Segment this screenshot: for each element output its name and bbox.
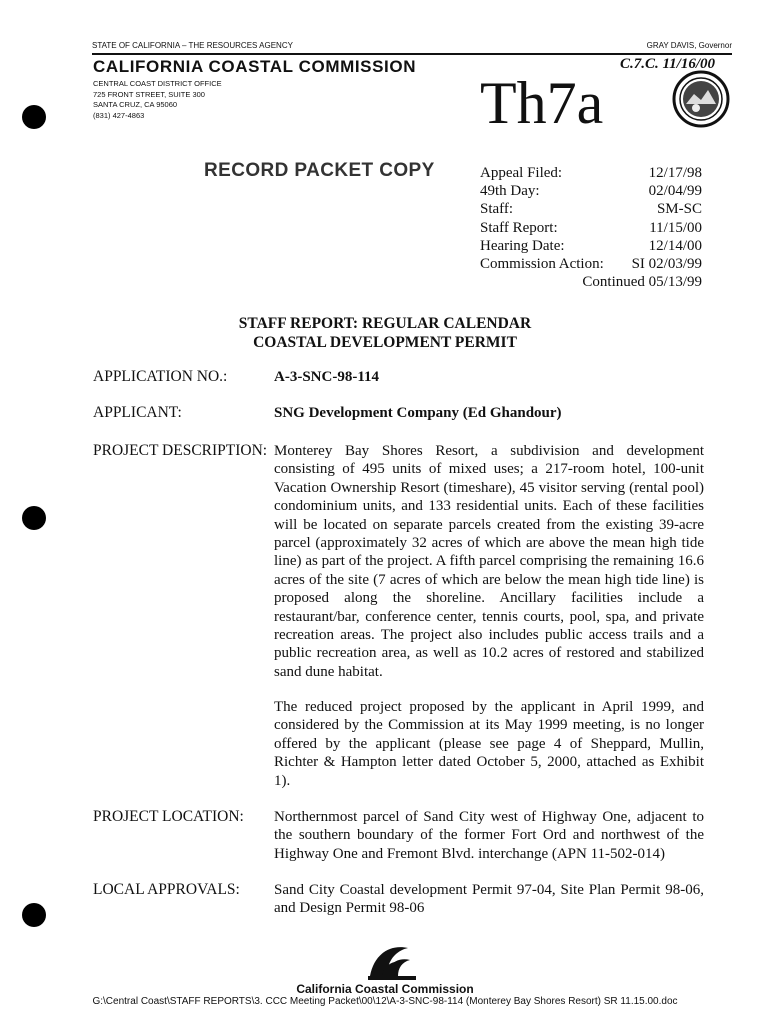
project-description-label: PROJECT DESCRIPTION: <box>93 442 268 459</box>
punch-hole-top <box>22 105 46 129</box>
agency-line: STATE OF CALIFORNIA – THE RESOURCES AGENCY <box>92 41 293 50</box>
info-row: Appeal Filed: 12/17/98 <box>480 165 702 181</box>
info-row: Hearing Date: 12/14/00 <box>480 237 702 254</box>
governor-line: GRAY DAVIS, Governor <box>646 41 732 50</box>
project-location-value: Northernmost parcel of Sand City west of Highway One, adjacent to the southern boundary of the former Fort Ord and northwest of the Highway One and Fremont Blvd. interchange (APN 11-502-014) <box>274 809 704 862</box>
project-description-paragraph-2: The reduced project proposed by the applicant in April 1999, and considered by the Commission at its May 1999 meeting, is no longer offered by the applicant (please see page 4 of Sheppard, Mullin, Richter & Hampton letter dated October 5, 2000, attached as Exhibit 1). <box>274 699 704 789</box>
record-packet-stamp: RECORD PACKET COPY <box>204 160 435 181</box>
local-approvals-value: Sand City Coastal development Permit 97-04, Site Plan Permit 98-06, and Design Permit 98-06 <box>274 882 704 917</box>
agenda-code: Th7a <box>480 70 604 136</box>
address-line: SANTA CRUZ, CA 95060 <box>93 100 178 109</box>
info-row: Commission Action: SI 02/03/99 <box>480 256 702 273</box>
punch-hole-bottom <box>22 903 46 927</box>
commission-wave-logo-icon <box>368 942 416 980</box>
report-title-line-1: STAFF REPORT: REGULAR CALENDAR <box>238 315 532 332</box>
local-approvals-label: LOCAL APPROVALS: <box>93 881 240 898</box>
report-title-line-2: COASTAL DEVELOPMENT PERMIT <box>253 334 517 351</box>
info-row: Staff: SM-SC <box>480 201 702 218</box>
application-label: APPLICATION NO.: <box>93 368 228 385</box>
punch-hole-middle <box>22 506 46 530</box>
address-line: CENTRAL COAST DISTRICT OFFICE <box>93 79 222 88</box>
project-description-paragraph-1: Monterey Bay Shores Resort, a subdivision and development consisting of 495 units of mixed uses; a 217-room hotel, 100-unit Vacation Ownership Resort (timeshare), 45 visitor serving (rental pool) condominium units, and 133 residential units. Each of these facilities will be located on separate parcels created from the existing 39-acre parcel (approximately 32 acres of which are above the mean high tide line) as part of the project. A fifth parcel comprising the remaining 16.6 acres of the site (7 acres of which are below the mean high tide line) is proposed along the shoreline. Ancillary facilities include a restaurant/bar, conference center, tennis courts, pool, spa, and private recreation areas. The project also includes public access trails and a public recreation area, as well as 10.2 acres of restored and stabilized sand dune habitat. <box>274 443 704 680</box>
office-address <box>93 79 222 121</box>
applicant-label: APPLICANT: <box>93 404 182 421</box>
address-line: 725 FRONT STREET, SUITE 300 <box>93 89 205 99</box>
state-seal-icon <box>672 70 730 128</box>
application-number: A-3-SNC-98-114 <box>274 369 379 385</box>
info-row: 49th Day: 02/04/99 <box>480 183 702 200</box>
footer-commission-name: California Coastal Commission <box>296 982 474 996</box>
handwritten-signature: C.7.C. 11/16/00 <box>620 56 716 72</box>
project-location-label: PROJECT LOCATION: <box>93 808 244 825</box>
header-rule <box>92 41 732 55</box>
case-info-block <box>480 164 702 291</box>
address-line: (831) 427-4863 <box>93 110 145 120</box>
info-row: Staff Report: 11/15/00 <box>480 219 702 236</box>
applicant-name: SNG Development Company (Ed Ghandour) <box>274 405 562 421</box>
commission-name: CALIFORNIA COASTAL COMMISSION <box>93 57 417 76</box>
footer-file-path: G:\Central Coast\STAFF REPORTS\3. CCC Meeting Packet\00\12\A-3-SNC-98-114 (Monterey Bay Shores Resort) SR 11.15.00.doc <box>92 996 678 1007</box>
continued-date: Continued 05/13/99 <box>582 274 702 291</box>
